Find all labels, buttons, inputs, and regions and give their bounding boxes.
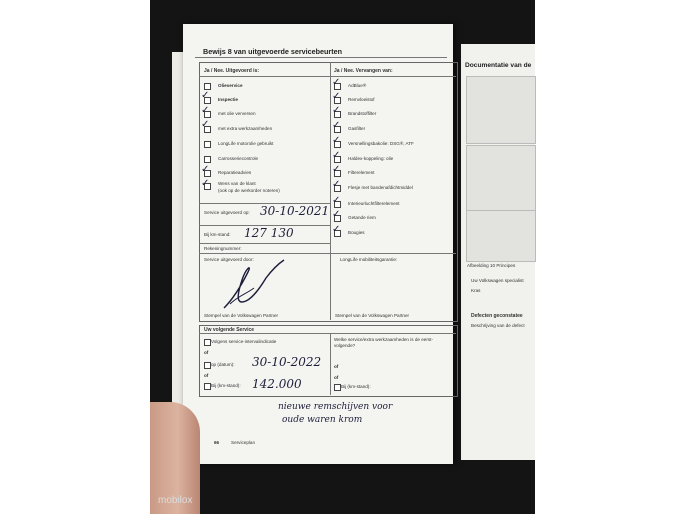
next-question-2: volgende? [334,343,356,348]
next-km-label-right: Bij (km-stand): [341,384,371,389]
item-filterelement: Filterelement [348,170,375,175]
next-header-rule [199,333,456,334]
car-top-icon [466,210,536,262]
left-header: Ja / Nee. Uitgevoerd is: [204,68,260,74]
title-rule [195,57,447,58]
tick-icon: ✓ [332,209,341,220]
right-option: Kras [471,288,481,293]
handwritten-note-2: oude waren krom [282,415,363,425]
tick-icon: ✓ [332,77,341,88]
service-date-label: Service uitgevoerd op: [204,210,250,215]
tick-icon: ✓ [332,179,341,190]
next-km-label: Bij (km-stand): [211,383,241,388]
service-date-value: 30-10-2021 [260,204,330,218]
right-page-title: Documentatie van de [465,62,532,69]
row-rule [199,253,456,254]
km-value: 127 130 [244,226,294,240]
item-getande-riem: Getande riem [348,215,376,220]
item-carrosseriecontrole: Carrosseriecontrole [218,156,259,161]
next-date-label: op (datum): [211,362,235,367]
column-divider [330,62,331,320]
checkbox-longlife-olie[interactable] [204,141,211,148]
item-inspectie: Inspectie [218,97,238,102]
right-defects-title: Defecten geconstatee [471,313,523,319]
tick-icon: ✓ [332,195,341,206]
car-side-icon [466,145,536,213]
right-specialist: Uw Volkswagen specialist [471,278,524,283]
item-wens-klant-note: (ook op de werkorder noteren) [218,188,280,193]
tick-icon: ✓ [332,105,341,116]
stamp-right: Stempel van de Volkswagen Partner [335,313,410,318]
header-rule [199,76,456,77]
page-number: 66 [214,440,220,445]
watermark: mobilox [158,495,193,506]
item-gasfilter: Gasfilter [348,126,366,131]
next-service-title: Uw volgende Service [204,327,255,333]
of-label-1: of [204,350,209,355]
stamp-left: Stempel van de Volkswagen Partner [204,313,279,318]
right-header: Ja / Nee. Vervangen van: [334,68,393,74]
tick-icon: ✓ [332,120,341,131]
tick-icon: ✓ [201,119,210,130]
checkbox-km[interactable] [204,383,211,390]
longlife-label: LongLife mobiliteitsgarantie: [340,257,398,262]
tick-icon: ✓ [332,150,341,161]
invoice-label: Rekeningnummer: [204,246,242,251]
item-haldex: Haldex-koppeling: olie [348,156,394,161]
of-label-2: of [204,373,209,378]
signature-icon [220,258,290,313]
right-caption: Afbeelding 10 Principes [467,263,516,268]
tick-icon: ✓ [201,105,210,116]
tick-icon: ✓ [332,135,341,146]
car-side-icon [466,76,536,144]
tick-icon: ✓ [332,224,341,235]
item-flesje: Flesje met bandenafdichtmiddel [348,185,413,190]
item-adblue: AdBlue® [348,83,367,88]
item-versnellingsbakolie: Versnellingsbakolie: DSG®, ATF [348,141,414,146]
of-label-4: of [334,375,339,380]
handwritten-note-1: nieuwe remschijven voor [278,402,393,412]
form-title: Bewijs 8 van uitgevoerde servicebeurten [203,47,343,56]
km-label: Bij km-stand: [204,232,231,237]
checkbox-interval[interactable] [204,339,211,346]
item-longlife-olie: LongLife motorolie gebruikt [218,141,274,146]
footer-label: Serviceplan [231,440,256,445]
next-question-1: Welke service/extra werkzaamheden is de eerst- [334,337,433,342]
tick-icon: ✓ [332,91,341,102]
item-wens-klant: Wens van de klant [218,181,256,186]
row-rule [199,243,330,244]
item-brandstoffilter: Brandstoffilter [348,111,377,116]
done-by-label: Service uitgevoerd door: [204,257,254,262]
checkbox-olieservice[interactable] [204,83,211,90]
item-bougies: Bougies [348,230,365,235]
item-olie-verversen: met olie verversen [218,111,256,116]
next-interval: Volgens service-intervalindicatie [211,339,277,344]
next-date-value: 30-10-2022 [252,355,322,369]
item-reparatieadvies: Reparatieadvies [218,170,252,175]
item-olieservice: Olieservice [218,83,243,88]
next-km-value: 142.000 [252,377,302,391]
tick-icon: ✓ [201,178,210,189]
tick-icon: ✓ [332,164,341,175]
of-label-3: of [334,364,339,369]
item-remvloeistof: Remvloeistof [348,97,375,102]
checkbox-carrosseriecontrole[interactable] [204,156,211,163]
item-extra-werkzaamheden: met extra werkzaamheden [218,126,273,131]
next-divider [330,333,331,395]
checkbox-date[interactable] [204,362,211,369]
tick-icon: ✓ [201,164,210,175]
item-interieurfilter: Interieurluchtfilterelement [348,201,400,206]
right-defects-desc: Beschrijving van de defect [471,323,525,328]
checkbox-km-right[interactable] [334,384,341,391]
tick-icon: ✓ [201,90,210,101]
